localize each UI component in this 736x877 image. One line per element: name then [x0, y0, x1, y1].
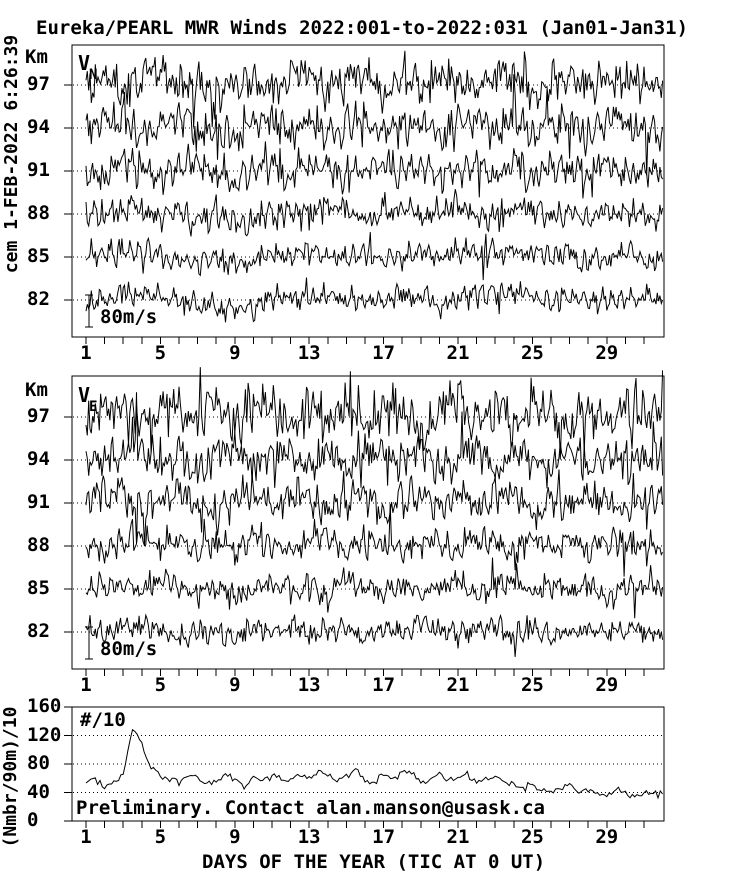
scale-bar-label-vn: 80m/s [100, 306, 158, 328]
x-tick-label: 17 [372, 674, 396, 696]
x-tick-label: 9 [229, 342, 241, 364]
y-tick-label: 94 [27, 116, 50, 138]
preliminary-note: Preliminary. Contact alan.manson@usask.ca [76, 797, 545, 819]
x-tick-label: 5 [154, 342, 167, 364]
y-tick-label: 88 [27, 202, 50, 224]
y-tick-label: 85 [27, 245, 50, 267]
y-axis-unit-top: Km [25, 46, 48, 68]
x-tick-label: 21 [446, 826, 470, 848]
chart-title: Eureka/PEARL MWR Winds 2022:001-to-2022:031 (Jan01-Jan31) [36, 17, 689, 39]
y-tick-label: 40 [27, 780, 50, 803]
x-tick-label: 13 [297, 342, 321, 364]
x-tick-label: 25 [520, 674, 544, 696]
y-tick-label: 120 [27, 723, 62, 746]
y-tick-label: 82 [27, 288, 50, 310]
x-tick-label: 9 [229, 826, 241, 848]
x-tick-label: 13 [297, 826, 321, 848]
x-tick-label: 17 [372, 826, 396, 848]
x-tick-label: 5 [154, 674, 167, 696]
scale-bar-label-ve: 80m/s [100, 638, 158, 660]
y-tick-label: 97 [27, 73, 50, 95]
panel-label-count: #/10 [80, 709, 126, 731]
x-tick-label: 1 [80, 342, 92, 364]
count-y-axis-label: (Nmbr/90m)/10 [0, 706, 21, 848]
x-tick-label: 25 [520, 826, 544, 848]
y-tick-label: 94 [27, 448, 50, 470]
x-tick-label: 29 [595, 342, 619, 364]
y-axis-unit-middle: Km [25, 379, 48, 401]
x-axis-label: DAYS OF THE YEAR (TIC AT 0 UT) [202, 851, 546, 873]
x-tick-label: 1 [80, 674, 92, 696]
y-tick-label: 80 [27, 752, 50, 774]
x-tick-label: 29 [595, 826, 619, 848]
x-tick-label: 9 [229, 674, 241, 696]
y-tick-label: 0 [27, 809, 39, 831]
y-tick-label: 82 [27, 620, 50, 642]
x-tick-label: 25 [520, 342, 544, 364]
panel-label-vn: $V_N$ [78, 51, 98, 83]
y-tick-label: 91 [27, 491, 50, 513]
x-tick-label: 29 [595, 674, 619, 696]
y-tick-label: 85 [27, 577, 50, 599]
x-tick-label: 17 [372, 342, 396, 364]
x-tick-label: 1 [80, 826, 92, 848]
x-tick-label: 13 [297, 674, 321, 696]
x-tick-label: 21 [446, 674, 470, 696]
y-tick-label: 88 [27, 534, 50, 556]
timestamp-stamp: cem 1-FEB-2022 6:26:39 [1, 34, 22, 274]
x-tick-label: 5 [154, 826, 167, 848]
panel-label-ve: $V_E$ [78, 383, 98, 415]
y-tick-label: 91 [27, 159, 50, 181]
y-tick-label: 97 [27, 405, 50, 427]
y-tick-label: 160 [27, 695, 62, 717]
x-tick-label: 21 [446, 342, 470, 364]
